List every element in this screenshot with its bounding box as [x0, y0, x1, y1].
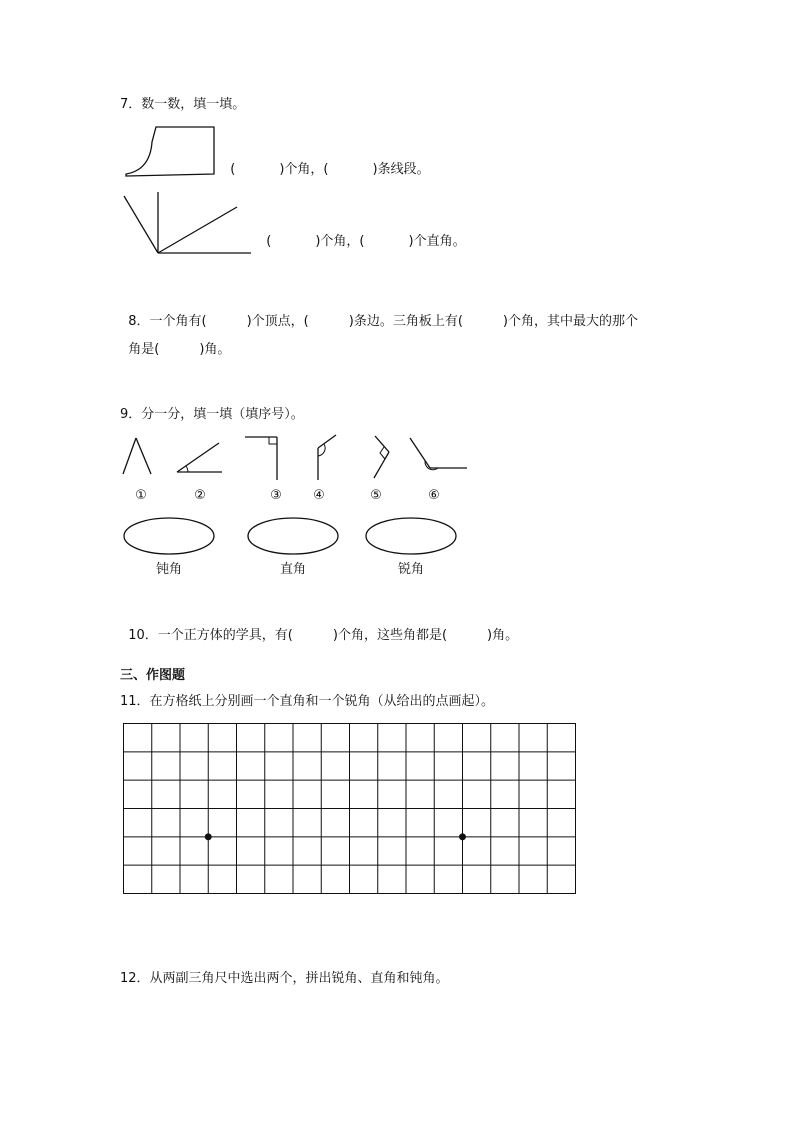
angle-number-1: ① — [135, 488, 147, 503]
angle-4-figure — [318, 435, 336, 480]
angle-number-5: ⑤ — [370, 488, 382, 503]
q8-line-2: 角是( )角。 — [128, 342, 231, 357]
q8-line-1: 8．一个角有( )个顶点，( )条边。三角板上有( )个角，其中最大的那个 — [128, 314, 638, 329]
angle-number-2: ② — [194, 488, 206, 503]
section-3-title: 三、作图题 — [120, 668, 186, 683]
q7-figure-1 — [122, 122, 222, 182]
angle-2-figure — [177, 443, 222, 472]
oval-obtuse[interactable] — [124, 518, 214, 554]
angle-3-figure — [245, 437, 277, 480]
q10-line: 10．一个正方体的学具，有( )个角，这些角都是( )角。 — [128, 628, 519, 643]
angle-number-3: ③ — [270, 488, 282, 503]
q7-figure-2 — [120, 190, 255, 258]
q9-title: 9．分一分，填一填（填序号）。 — [120, 407, 304, 422]
q9-sort-ovals — [120, 514, 465, 558]
oval-acute[interactable] — [366, 518, 456, 554]
q7-title: 7．数一数，填一填。 — [120, 97, 246, 112]
q9-angles — [115, 430, 475, 485]
start-point-2 — [459, 833, 466, 840]
q11-title: 11．在方格纸上分别画一个直角和一个锐角（从给出的点画起）。 — [120, 694, 495, 709]
angle-1-figure — [123, 438, 151, 474]
angle-number-6: ⑥ — [428, 488, 440, 503]
category-acute: 锐角 — [397, 562, 424, 577]
start-point-1 — [205, 833, 212, 840]
category-obtuse: 钝角 — [155, 562, 182, 577]
angle-5-figure — [374, 436, 389, 478]
angle-6-figure — [410, 438, 467, 470]
q7-fill-line-1: ( )个角，( )条线段。 — [230, 162, 430, 177]
category-right: 直角 — [279, 562, 306, 577]
q7-fill-line-2: ( )个角，( )个直角。 — [266, 234, 466, 249]
angle-number-4: ④ — [313, 488, 325, 503]
oval-right[interactable] — [248, 518, 338, 554]
q11-grid-paper[interactable] — [122, 722, 578, 896]
q12-title: 12．从两副三角尺中选出两个，拼出锐角、直角和钝角。 — [120, 971, 449, 986]
